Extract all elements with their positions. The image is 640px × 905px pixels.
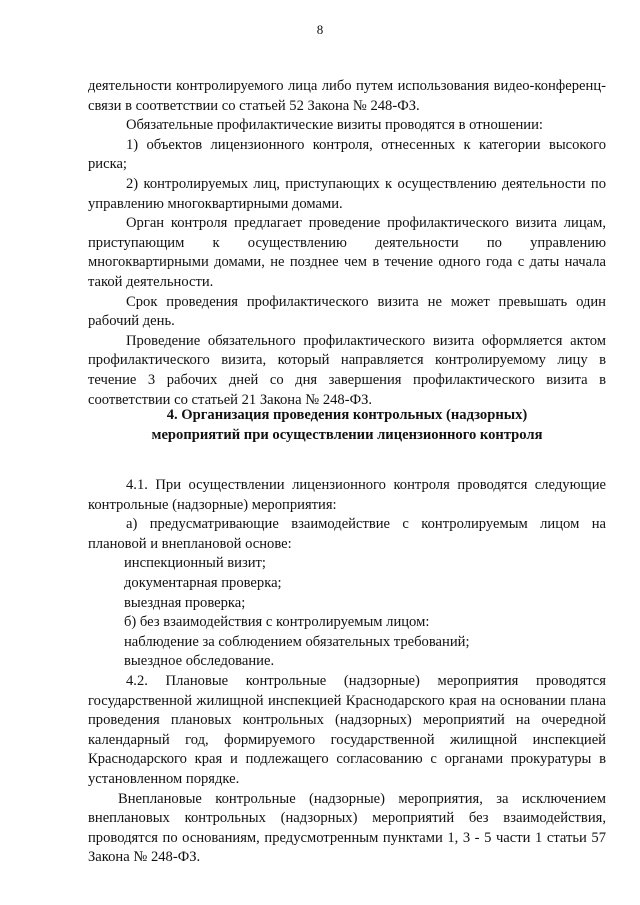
section-heading [88,405,606,445]
paragraph: Срок проведения профилактического визита не может превышать один рабочий день. [88,293,606,330]
paragraph: Обязательные профилактические визиты проводятся в отношении: [126,117,543,134]
list-item: инспекционный визит; [124,555,266,572]
section-heading-line: 4. Организация проведения контрольных (надзорных) [166,407,528,423]
list-item: выездная проверка; [124,594,246,611]
paragraph: а) предусматривающие взаимодействие с контролируемым лицом на плановой и внеплановой основе: [88,516,606,552]
section-text-block [88,476,606,868]
paragraph: деятельности контролируемого лица либо путем использования видео-конференц-связи в соответствии со статьей 52 Закона № 248-ФЗ. [88,78,606,114]
paragraph: 4.1. При осуществлении лицензионного контроля проводятся следующие контрольные (надзорные) мероприятия: [88,477,606,513]
list-item: выездное обследование. [124,653,275,670]
section-heading-line: мероприятий при осуществлении лицензионного контроля [151,427,543,443]
paragraph: Проведение обязательного профилактического визита оформляется актом профилактического визита, который направляется контролируемому лицу в течение 3 рабочих дней со дня завершения профилактического визита в соответствии со статьей 21 Закона № 248-ФЗ. [88,332,606,408]
list-item: 1) объектов лицензионного контроля, отнесенных к категории высокого риска; [88,136,606,173]
list-item: 2) контролируемых лиц, приступающих к осуществлению деятельности по управлению многоквартирными домами. [88,175,606,212]
list-item: наблюдение за соблюдением обязательных требований; [124,633,470,650]
paragraph: Орган контроля предлагает проведение профилактического визита лицам, приступающим к осуществлению деятельности по управлению многоквартирными домами, не позднее чем в течение одного года с даты начала такой деятельности. [88,215,606,290]
top-text-block [88,77,606,410]
paragraph: Внеплановые контрольные (надзорные) мероприятия, за исключением внеплановых контрольных (надзорных) мероприятий без взаимодействия, проводятся по основаниям, предусмотренным пунктами 1, 3 - 5 части 1 статьи 57 Закона № 248-ФЗ. [88,790,606,866]
paragraph: 4.2. Плановые контрольные (надзорные) мероприятия проводятся государственной жилищной инспекцией Краснодарского края на основании плана проведения плановых контрольных (надзорных) мероприятий на очередной календарный год, формируемого государственной жилищной инспекцией Краснодарского края и подлежащего согласованию с органами прокуратуры в установленном порядке. [88,672,606,787]
list-item: б) без взаимодействия с контролируемым лицом: [124,614,430,631]
page-number: 8 [316,22,324,37]
list-item: документарная проверка; [124,574,282,591]
